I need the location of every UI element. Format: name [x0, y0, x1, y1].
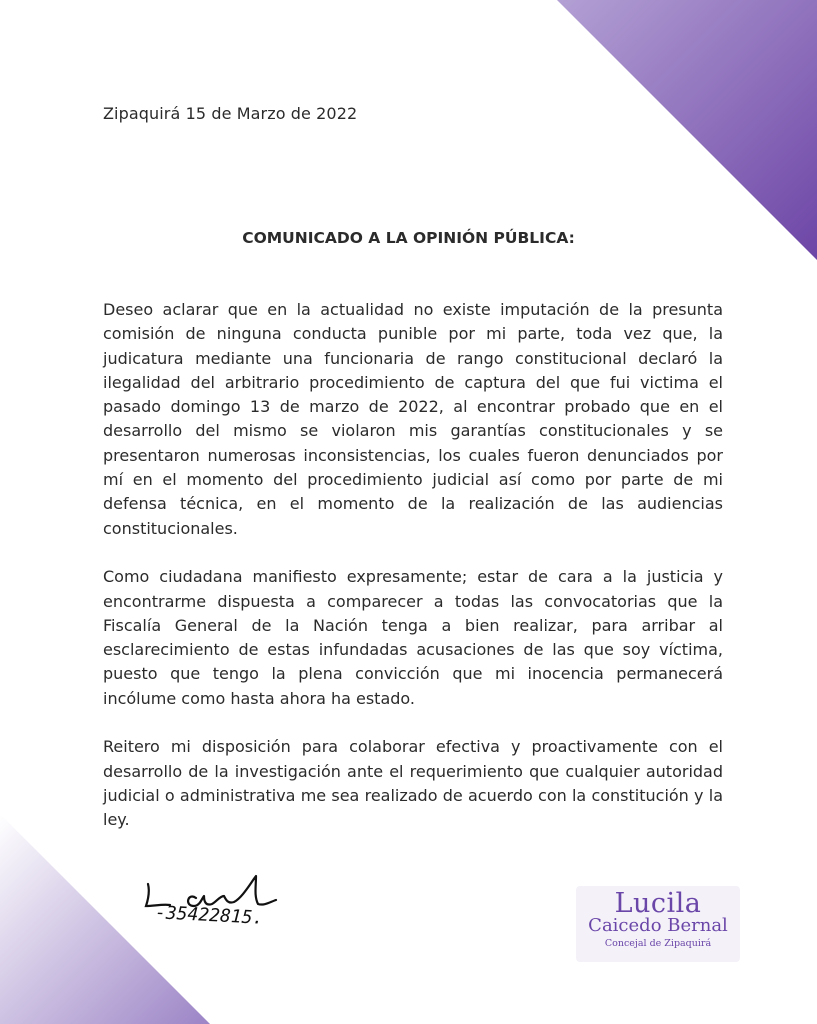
paragraph-2: Como ciudadana manifiesto expresamente; estar de cara a la justicia y encontrarme dispuesta a comparecer a todas las convocatorias que la Fiscalía General de la Nación tenga a bien realizar, para arribar al esclarecimiento de estas infundadas acusaciones de las que soy víctima, puesto que tengo la plena convicción que mi inocencia permanecerá incólume como hasta ahora ha estado.: [103, 567, 723, 708]
paragraph-1: Deseo aclarar que en la actualidad no existe imputación de la presunta comisión de ninguna conducta punible por mi parte, toda vez que, la judicatura mediante una funcionaria de rango constitucional declaró la ilegalidad del arbitrario procedimiento de captura del que fui victima el pasado domingo 13 de marzo de 2022, al encontrar probado que en el desarrollo del mismo se violaron mis garantías constitucionales y se presentaron numerosas inconsistencias, los cuales fueron denunciados por mí en el momento del procedimiento judicial así como por parte de mi defensa técnica, en el momento de la realización de las audiencias constitucionales.: [103, 300, 723, 538]
letter-heading: COMUNICADO A LA OPINIÓN PÚBLICA:: [242, 229, 575, 247]
paragraph-3: Reitero mi disposición para colaborar efectiva y proactivamente con el desarrollo de la investigación ante el requerimiento que cualquier autoridad judicial o administrativa me sea realizado de acuerdo con la constitución y la ley.: [103, 737, 723, 830]
logo-surname: Caicedo Bernal: [588, 915, 728, 936]
logo-name: Lucila: [614, 888, 702, 919]
letter-body: [103, 298, 723, 857]
signature-id-number: -35422815.: [154, 902, 264, 929]
letter-date: Zipaquirá 15 de Marzo de 2022: [103, 104, 358, 123]
logo-role: Concejal de Zipaquirá: [604, 938, 712, 949]
top-right-decoration: [0, 0, 817, 260]
signature-logo: [576, 886, 740, 962]
